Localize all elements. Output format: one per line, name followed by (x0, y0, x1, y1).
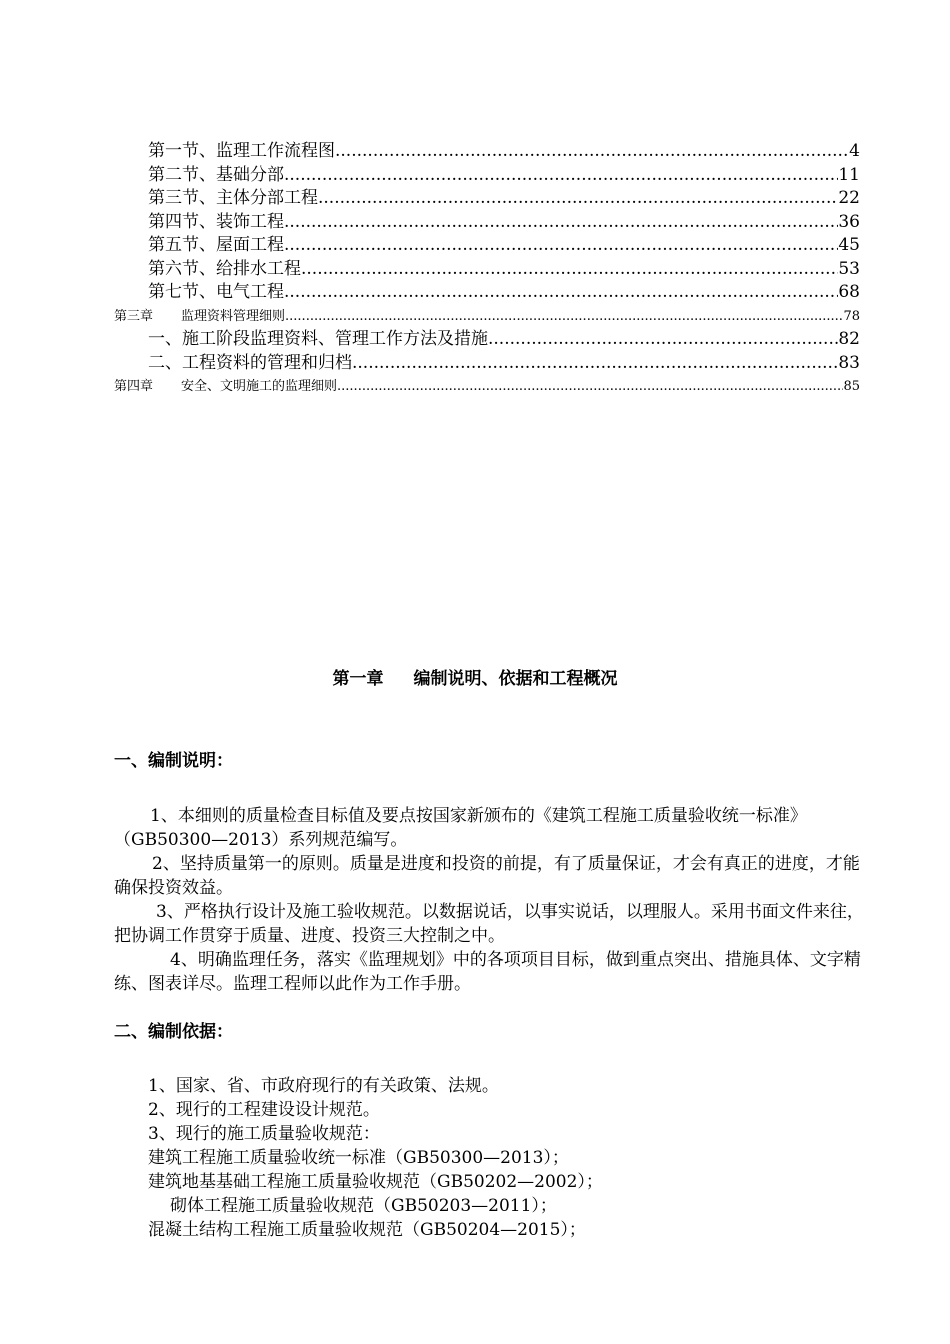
toc-entry-label: 第三节、主体分部工程 (148, 188, 318, 208)
list-item: 建筑地基基础工程施工质量验收规范（GB50202—2002）； (148, 1172, 603, 1192)
toc-entry-label: 二、工程资料的管理和归档 (148, 352, 352, 373)
toc-leader-dots (284, 234, 838, 258)
toc-entry[interactable] (114, 187, 860, 211)
toc-leader-dots (284, 211, 838, 235)
toc-entry-page: 11 (838, 164, 860, 185)
chapter-title (0, 664, 950, 689)
toc-leader-dots (285, 305, 843, 329)
toc-entry-page: 45 (838, 235, 860, 255)
table-of-contents (114, 140, 860, 399)
toc-chapter-entry[interactable] (114, 375, 860, 399)
toc-entry-page: 78 (843, 308, 860, 324)
toc-leader-dots (284, 164, 838, 188)
toc-chapter-entry[interactable] (114, 305, 860, 329)
toc-entry-label: 第五节、屋面工程 (148, 235, 284, 255)
toc-leader-dots (335, 140, 849, 164)
list-item: 砌体工程施工质量验收规范（GB50203—2011）； (170, 1196, 557, 1216)
toc-entry[interactable] (114, 352, 860, 376)
toc-leader-dots (337, 375, 843, 399)
toc-entry-label: 第七节、电气工程 (148, 282, 284, 302)
paragraph: 3、严格执行设计及施工验收规范。以数据说话，以事实说话，以理服人。采用书面文件来往，把协调工作贯穿于质量、进度、投资三大控制之中。 (114, 902, 864, 946)
toc-entry-page: 85 (843, 379, 860, 394)
toc-entry[interactable] (114, 281, 860, 305)
toc-entry-page: 82 (838, 329, 860, 349)
toc-entry-label: 一、施工阶段监理资料、管理工作方法及措施 (148, 329, 488, 349)
toc-entry-page: 68 (838, 282, 860, 302)
toc-entry[interactable] (114, 211, 860, 235)
toc-leader-dots (318, 187, 838, 211)
toc-entry-label: 第一节、监理工作流程图 (148, 141, 335, 161)
section-heading: 一、编制说明： (114, 751, 233, 771)
toc-leader-dots (301, 258, 838, 282)
paragraph: 2、坚持质量第一的原则。质量是进度和投资的前提，有了质量保证，才会有真正的进度，才能确保投资效益。 (114, 854, 860, 898)
toc-entry-label: 安全、文明施工的监理细则 (181, 379, 338, 394)
chapter-number: 第一章 (332, 669, 384, 689)
toc-entry-label: 第四节、装饰工程 (148, 211, 284, 232)
list-item: 1、国家、省、市政府现行的有关政策、法规。 (148, 1076, 499, 1096)
paragraph: 1、本细则的质量检查目标值及要点按国家新颁布的《建筑工程施工质量验收统一标准》（GB50300—2013）系列规范编写。 (114, 806, 807, 850)
toc-entry-label: 第六节、给排水工程 (148, 258, 301, 279)
toc-entry[interactable] (114, 234, 860, 258)
toc-entry-page: 4 (849, 141, 860, 161)
toc-chapter-number: 第四章 (114, 379, 154, 394)
toc-entry[interactable] (114, 258, 860, 282)
toc-entry-label: 第二节、基础分部 (148, 164, 284, 185)
toc-chapter-number: 第三章 (114, 308, 154, 324)
toc-entry[interactable] (114, 140, 860, 164)
list-item: 建筑工程施工质量验收统一标准（GB50300—2013）； (148, 1148, 569, 1168)
list-item: 2、现行的工程建设设计规范。 (148, 1100, 380, 1120)
list-item: 3、现行的施工质量验收规范： (148, 1124, 380, 1144)
toc-leader-dots (352, 352, 838, 376)
toc-leader-dots (488, 328, 838, 352)
section-heading: 二、编制依据： (114, 1022, 233, 1042)
paragraph: 4、明确监理任务，落实《监理规划》中的各项项目目标，做到重点突出、措施具体、文字精练、图表详尽。监理工程师以此作为工作手册。 (114, 950, 861, 994)
toc-entry-page: 36 (838, 211, 860, 232)
chapter-title-text: 编制说明、依据和工程概况 (413, 669, 618, 689)
toc-leader-dots (284, 281, 838, 305)
toc-entry-page: 53 (838, 258, 860, 279)
toc-entry[interactable] (114, 328, 860, 352)
toc-entry[interactable] (114, 164, 860, 188)
toc-entry-label: 监理资料管理细则 (181, 308, 286, 324)
toc-entry-page: 22 (838, 188, 860, 208)
list-item: 混凝土结构工程施工质量验收规范（GB50204—2015）； (148, 1220, 586, 1240)
toc-entry-page: 83 (838, 352, 860, 373)
